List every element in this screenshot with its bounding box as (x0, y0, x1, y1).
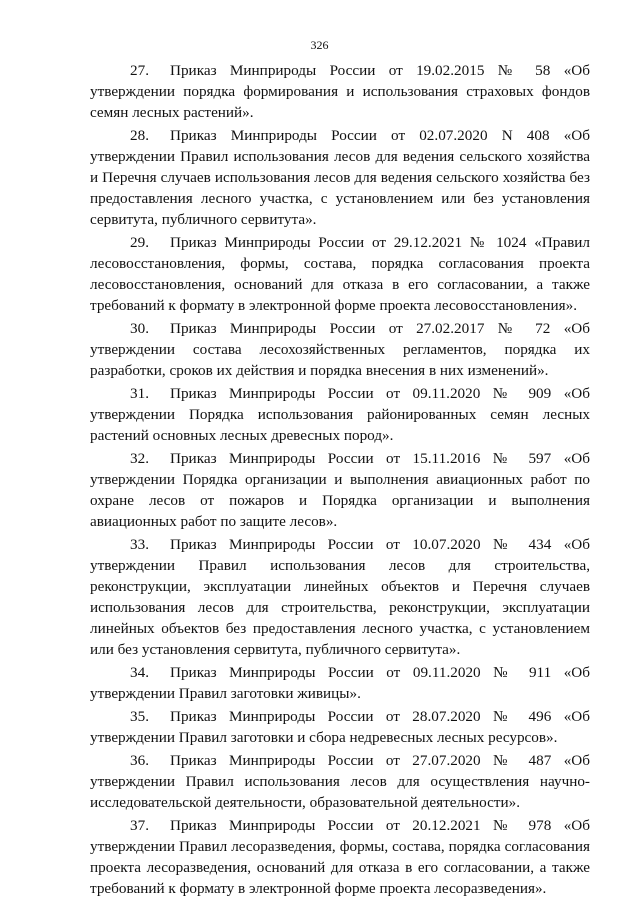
list-item (90, 750, 590, 813)
item-number: 31. (130, 385, 149, 402)
item-number: 29. (130, 234, 149, 251)
item-number: 34. (130, 664, 149, 681)
item-text: Приказ Минприроды России от 15.11.2016 № 597 «Об утверждении Порядка организации и выполнения авиационных работ по охране лесов от пожаров и Порядка организации и выполнения авиационных работ по защите лесов». (90, 450, 590, 530)
item-number: 27. (130, 62, 149, 79)
item-text: Приказ Минприроды России от 28.07.2020 № 496 «Об утверждении Правил заготовки и сбора недревесных лесных ресурсов». (90, 708, 590, 746)
item-text: Приказ Минприроды России от 29.12.2021 № 1024 «Правил лесовосстановления, формы, состава, порядка согласования проекта лесовосстановления, оснований для отказа в его согласовании, а также требований к формату в электронной форме проекта лесовосстановления». (90, 234, 590, 314)
list-item (90, 318, 590, 381)
item-number: 32. (130, 450, 149, 467)
list-item (90, 534, 590, 660)
item-number: 35. (130, 708, 149, 725)
item-text: Приказ Минприроды России от 09.11.2020 № 909 «Об утверждении Порядка использования районированных семян лесных растений основных лесных древесных пород». (90, 385, 590, 444)
list-item (90, 815, 590, 899)
item-text: Приказ Минприроды России от 19.02.2015 № 58 «Об утверждении порядка формирования и использования страховых фондов семян лесных растений». (90, 62, 590, 121)
item-text: Приказ Минприроды России от 09.11.2020 № 911 «Об утверждении Правил заготовки живицы». (90, 664, 590, 702)
list-item (90, 706, 590, 748)
list-item (90, 232, 590, 316)
item-text: Приказ Минприроды России от 27.07.2020 № 487 «Об утверждении Правил использования лесов для осуществления научно-исследовательской деятельности, образовательной деятельности». (90, 752, 590, 811)
list-item (90, 448, 590, 532)
item-number: 36. (130, 752, 149, 769)
list-item (90, 125, 590, 230)
item-text: Приказ Минприроды России от 10.07.2020 № 434 «Об утверждении Правил использования лесов для строительства, реконструкции, эксплуатации линейных объектов и Перечня случаев использования лесов для строительства, реконструкции, эксплуатации линейных объектов без предоставления лесного участка, с установлением или без установления сервитута, публичного сервитута». (90, 536, 590, 658)
item-number: 37. (130, 817, 149, 834)
item-text: Приказ Минприроды России от 27.02.2017 № 72 «Об утверждении состава лесохозяйственных регламентов, порядка их разработки, сроков их действия и порядка внесения в них изменений». (90, 320, 590, 379)
list-item (90, 662, 590, 704)
list-item (90, 60, 590, 123)
list-item (90, 383, 590, 446)
page-number: 326 (310, 38, 329, 52)
item-number: 33. (130, 536, 149, 553)
item-text: Приказ Минприроды России от 02.07.2020 N 408 «Об утверждении Правил использования лесов для ведения сельского хозяйства и Перечня случаев использования лесов для ведения сельского хозяйства без предоставления лесного участка, с установлением или без установления сервитута, публичного сервитута». (90, 127, 590, 228)
item-number: 30. (130, 320, 149, 337)
reference-list (90, 60, 590, 901)
item-text: Приказ Минприроды России от 20.12.2021 № 978 «Об утверждении Правил лесоразведения, формы, состава, порядка согласования проекта лесоразведения, оснований для отказа в его согласовании, а также требований к формату в электронной форме проекта лесоразведения». (90, 817, 590, 897)
item-number: 28. (130, 127, 149, 144)
